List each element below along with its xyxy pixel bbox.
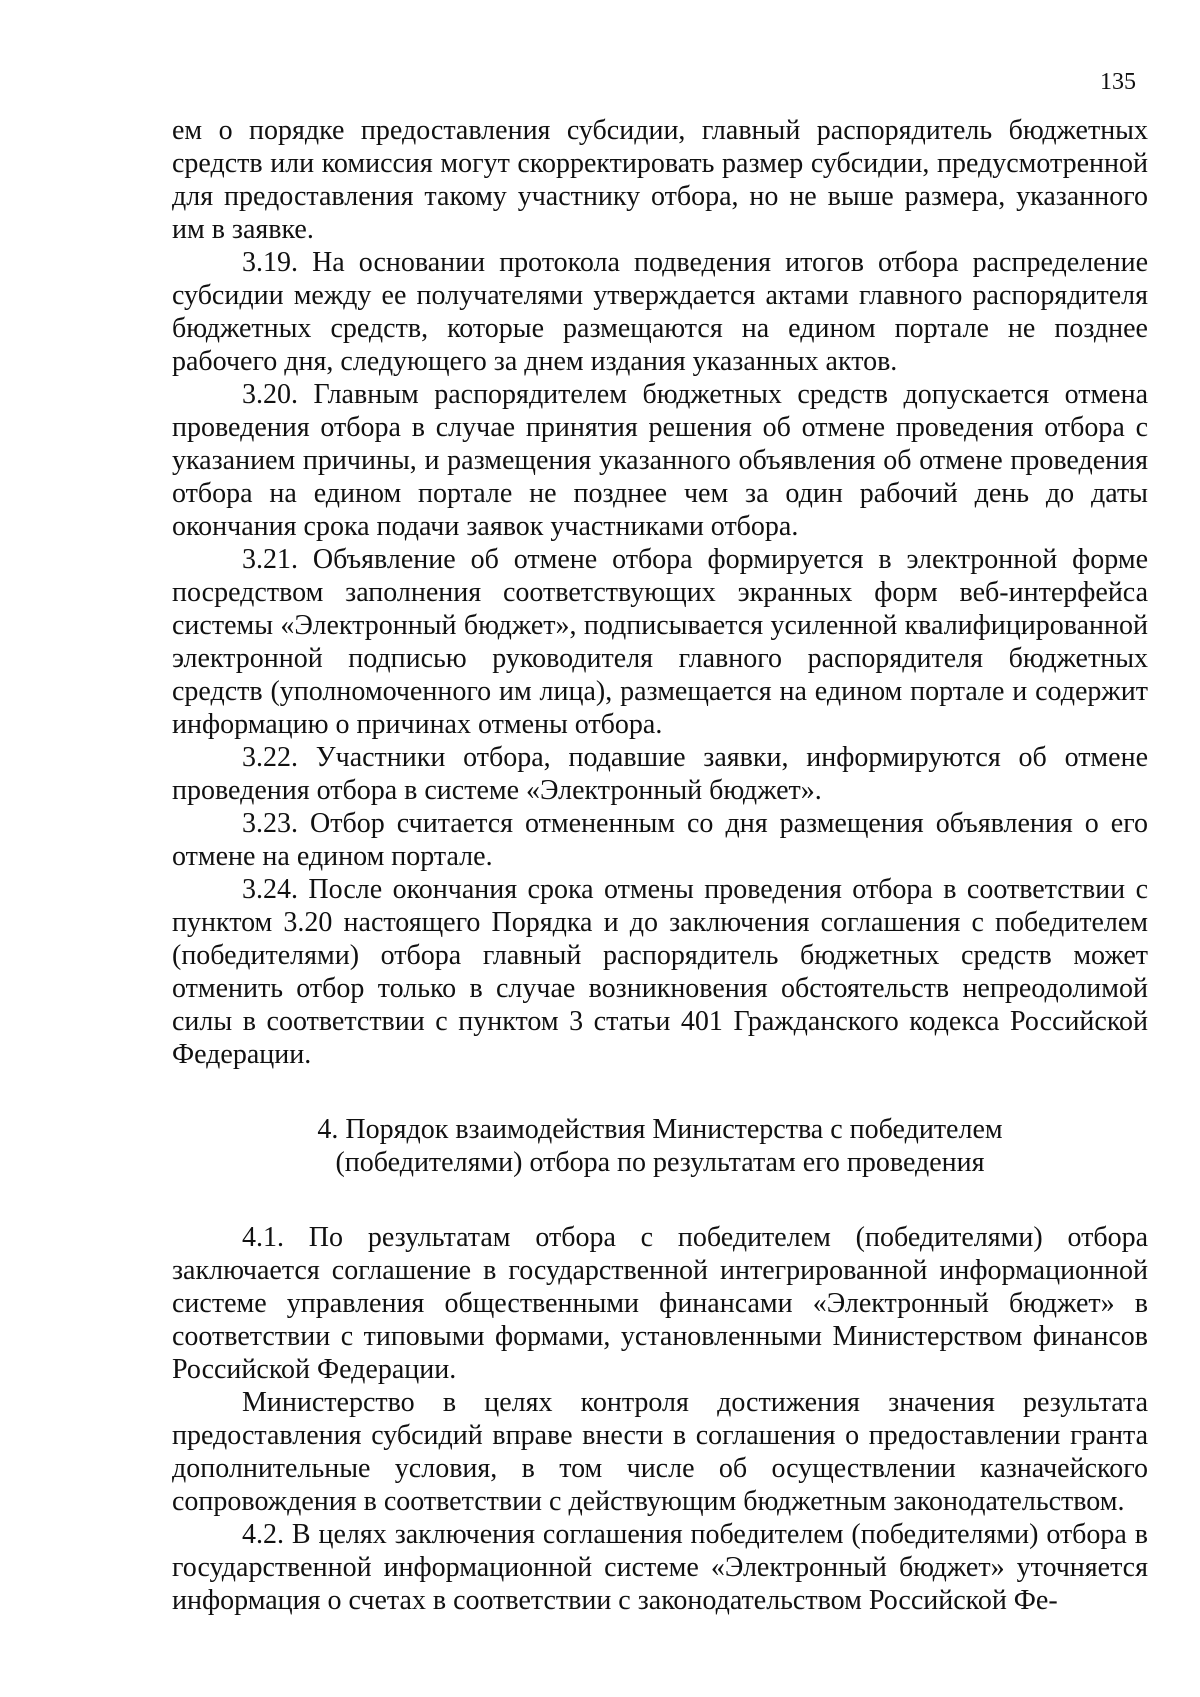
paragraph-3-22: 3.22. Участники отбора, подавшие заявки, информируются об отмене проведения отбора в системе «Электронный бюджет». [172, 742, 1148, 806]
paragraph-3-21: 3.21. Объявление об отмене отбора формируется в электронной форме посредством заполнения соответствующих экранных форм веб-интерфейса системы «Электронный бюджет», подписывается усиленной квалифицированной электронной подписью руководителя главного распорядителя бюджетных средств (уполномоченного им лица), размещается на едином портале и содержит информацию о причинах отмены отбора. [172, 544, 1148, 740]
paragraph-3-19: 3.19. На основании протокола подведения итогов отбора распределение субсидии между ее получателями утверждается актами главного распорядителя бюджетных средств, которые размещаются на едином портале не позднее рабочего дня, следующего за днем издания указанных актов. [172, 247, 1148, 377]
paragraph-continuation: ем о порядке предоставления субсидии, главный распорядитель бюджетных средств или комиссия могут скорректировать размер субсидии, предусмотренной для предоставления такому участнику отбора, но не выше размера, указанного им в заявке. [172, 115, 1148, 245]
document-body [172, 114, 1148, 1617]
paragraph-3-20: 3.20. Главным распорядителем бюджетных средств допускается отмена проведения отбора в случае принятия решения об отмене проведения отбора с указанием причины, и размещения указанного объявления об отмене проведения отбора на едином портале не позднее чем за один рабочий день до даты окончания срока подачи заявок участниками отбора. [172, 379, 1148, 542]
page-number: 135 [1100, 69, 1136, 95]
section-heading-line-1: 4. Порядок взаимодействия Министерства с победителем [317, 1114, 1003, 1145]
paragraph-4-2: 4.2. В целях заключения соглашения победителем (победителями) отбора в государственной информационной системе «Электронный бюджет» уточняется информация о счетах в соответствии с законодательством Российской Фе- [172, 1519, 1148, 1616]
section-heading [172, 1113, 1148, 1179]
section-heading-line-2: (победителями) отбора по результатам его проведения [335, 1147, 985, 1178]
paragraph-4-1: 4.1. По результатам отбора с победителем (победителями) отбора заключается соглашение в государственной интегрированной информационной системе управления общественными финансами «Электронный бюджет» в соответствии с типовыми формами, установленными Министерством финансов Российской Федерации. [172, 1222, 1148, 1385]
paragraph-ministry-control: Министерство в целях контроля достижения значения результата предоставления субсидий вправе внести в соглашения о предоставлении гранта дополнительные условия, в том числе об осуществлении казначейского сопровождения в соответствии с действующим бюджетным законодательством. [172, 1387, 1148, 1517]
paragraph-3-24: 3.24. После окончания срока отмены проведения отбора в соответствии с пунктом 3.20 настоящего Порядка и до заключения соглашения с победителем (победителями) отбора главный распорядитель бюджетных средств может отменить отбор только в случае возникновения обстоятельств непреодолимой силы в соответствии с пунктом 3 статьи 401 Гражданского кодекса Российской Федерации. [172, 874, 1148, 1070]
paragraph-3-23: 3.23. Отбор считается отмененным со дня размещения объявления о его отмене на едином портале. [172, 808, 1148, 872]
